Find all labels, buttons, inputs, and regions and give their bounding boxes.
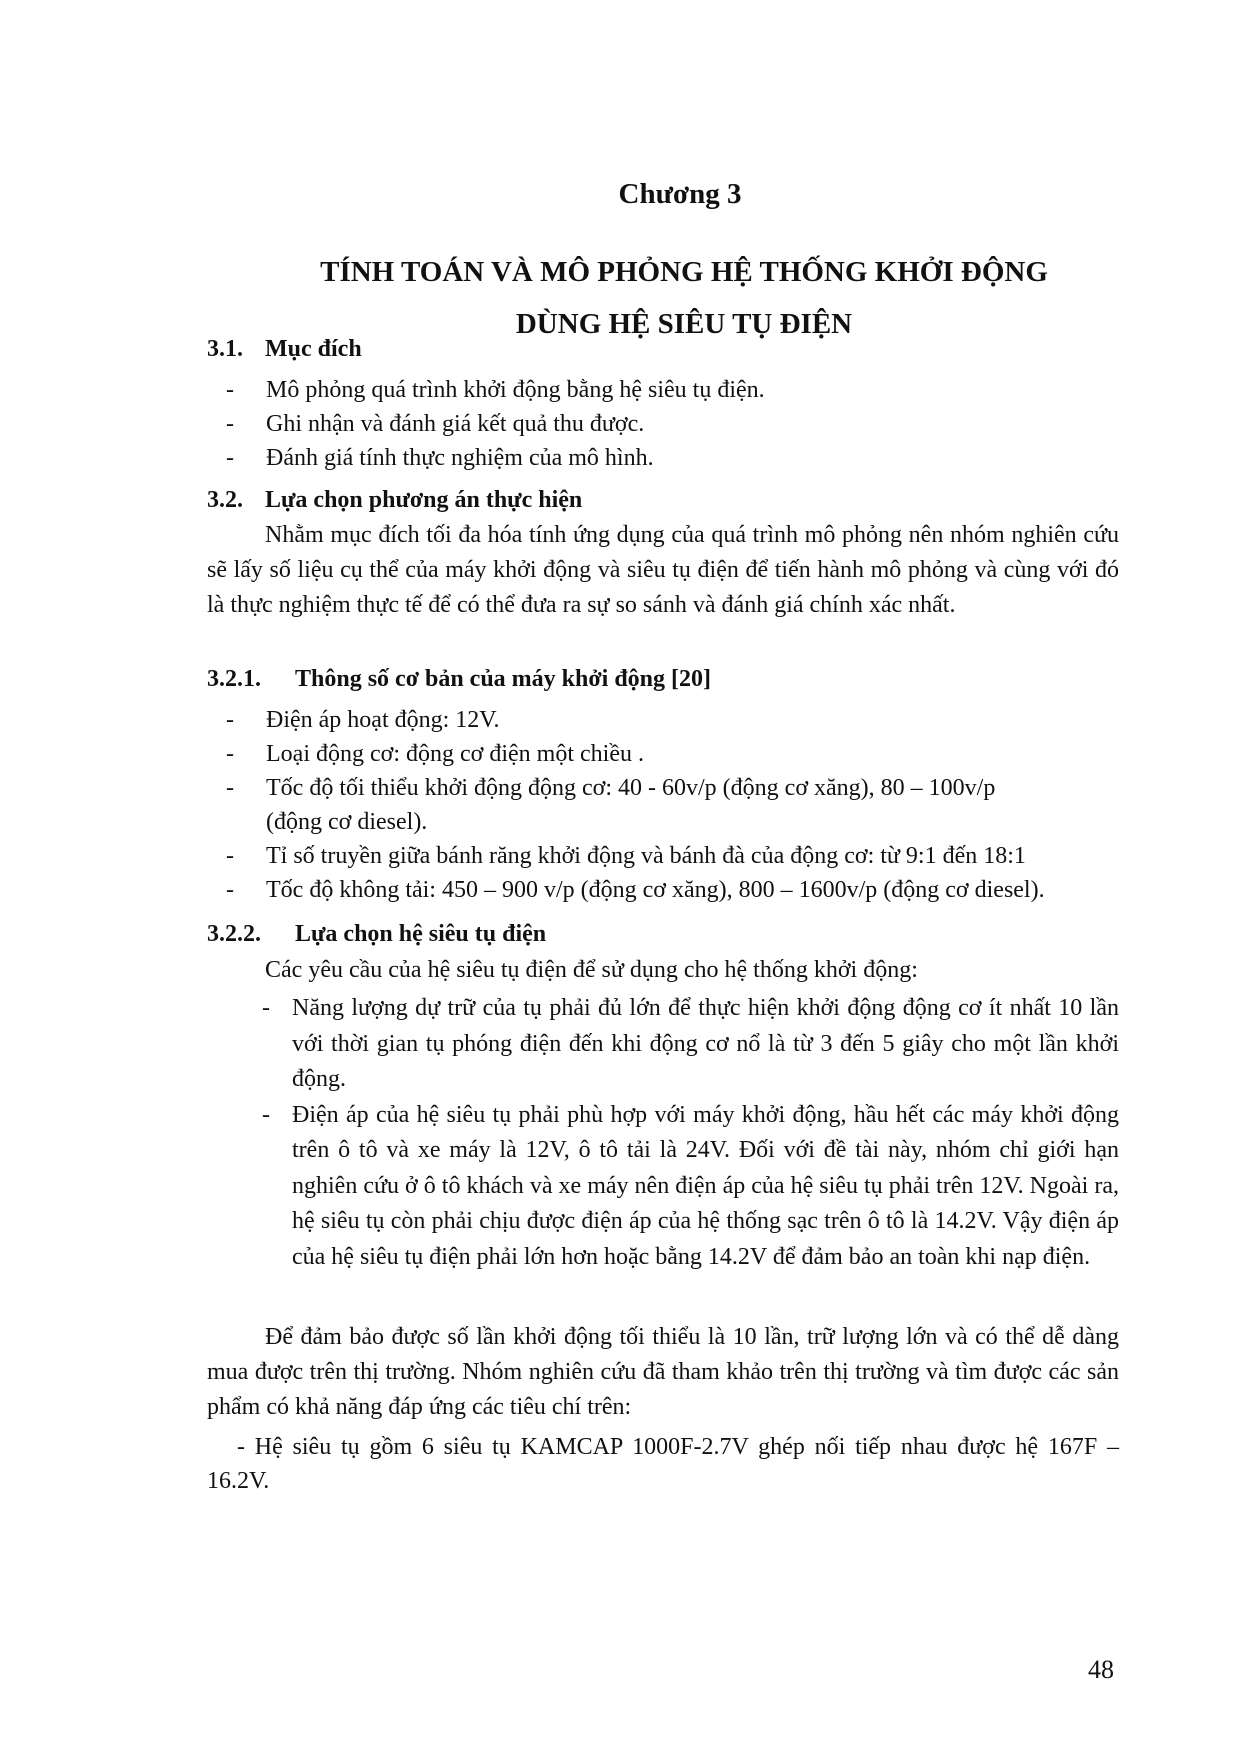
list-item: - Tỉ số truyền giữa bánh răng khởi động và bánh đà của động cơ: từ 9:1 đến 18:1 bbox=[226, 843, 1026, 869]
heading-number: 3.2.2. bbox=[207, 921, 261, 947]
list-item-continuation: (động cơ diesel). bbox=[266, 809, 428, 835]
page-number: 48 bbox=[1088, 1655, 1114, 1684]
section-3-2-1-bullets bbox=[222, 703, 1045, 907]
list-item: - Đánh giá tính thực nghiệm của mô hình. bbox=[226, 445, 654, 471]
list-item: - Mô phỏng quá trình khởi động bằng hệ siêu tụ điện. bbox=[226, 377, 765, 403]
section-3-2-2-intro: Các yêu cầu của hệ siêu tụ điện để sử dụng cho hệ thống khởi động: bbox=[265, 957, 918, 983]
heading-3-1 bbox=[207, 336, 362, 363]
heading-3-2-2 bbox=[207, 921, 546, 948]
section-3-2-2-paragraph: Để đảm bảo được số lần khởi động tối thiểu là 10 lần, trữ lượng lớn và có thể dễ dàng mua được trên thị trường. Nhóm nghiên cứu đã tham khảo trên thị trường và tìm được các sản phẩm có khả năng đáp ứng các tiêu chí trên: bbox=[207, 1324, 1119, 1420]
heading-text: Thông số cơ bản của máy khởi động [20] bbox=[295, 666, 712, 692]
list-item: - Ghi nhận và đánh giá kết quả thu được. bbox=[226, 411, 645, 437]
chapter-title bbox=[0, 246, 1240, 350]
list-item: - Loại động cơ: động cơ điện một chiều . bbox=[226, 741, 644, 767]
chapter-label: Chương 3 bbox=[618, 178, 742, 210]
heading-text: Lựa chọn phương án thực hiện bbox=[265, 487, 583, 513]
heading-3-2 bbox=[207, 487, 582, 514]
section-3-1-bullets bbox=[222, 373, 765, 475]
list-item: - Năng lượng dự trữ của tụ phải đủ lớn để thực hiện khởi động động cơ ít nhất 10 lần với thời gian tụ phóng điện đến khi động cơ nổ là từ 3 đến 5 giây cho một lần khởi động. bbox=[262, 995, 1119, 1092]
heading-number: 3.2.1. bbox=[207, 666, 261, 692]
section-3-2-2-bullets bbox=[262, 991, 1119, 1275]
chapter-title-line-2: DÙNG HỆ SIÊU TỤ ĐIỆN bbox=[515, 308, 853, 340]
list-item: - Điện áp hoạt động: 12V. bbox=[226, 707, 500, 733]
heading-number: 3.1. bbox=[207, 336, 243, 362]
chapter-title-line-1: TÍNH TOÁN VÀ MÔ PHỎNG HỆ THỐNG KHỞI ĐỘNG bbox=[320, 256, 1048, 288]
list-item: - Điện áp của hệ siêu tụ phải phù hợp với máy khởi động, hầu hết các máy khởi động trên ô tô và xe máy là 12V, ô tô tải là 24V. Đối với đề tài này, nhóm chỉ giới hạn nghiên cứu ở ô tô khách và xe máy nên điện áp của hệ siêu tụ phải trên 12V. Ngoài ra, hệ siêu tụ còn phải chịu được điện áp của hệ thống sạc trên ô tô là 14.2V. Vậy điện áp của hệ siêu tụ điện phải lớn hơn hoặc bằng 14.2V để đảm bảo an toàn khi nạp điện. bbox=[262, 1101, 1119, 1270]
list-item: - Tốc độ tối thiểu khởi động động cơ: 40 - 60v/p (động cơ xăng), 80 – 100v/p bbox=[226, 775, 996, 801]
heading-3-2-1 bbox=[207, 666, 711, 693]
heading-number: 3.2. bbox=[207, 487, 243, 513]
list-item: - Tốc độ không tải: 450 – 900 v/p (động cơ xăng), 800 – 1600v/p (động cơ diesel). bbox=[226, 877, 1045, 903]
heading-text: Mục đích bbox=[265, 336, 362, 362]
final-bullet: - Hệ siêu tụ gồm 6 siêu tụ KAMCAP 1000F-2.7V ghép nối tiếp nhau được hệ 167F – 16.2V. bbox=[207, 1434, 1119, 1494]
heading-text: Lựa chọn hệ siêu tụ điện bbox=[295, 921, 547, 947]
section-3-2-paragraph: Nhằm mục đích tối đa hóa tính ứng dụng của quá trình mô phỏng nên nhóm nghiên cứu sẽ lấy số liệu cụ thể của máy khởi động và siêu tụ điện để tiến hành mô phỏng và cùng với đó là thực nghiệm thực tế để có thể đưa ra sự so sánh và đánh giá chính xác nhất. bbox=[207, 522, 1119, 618]
